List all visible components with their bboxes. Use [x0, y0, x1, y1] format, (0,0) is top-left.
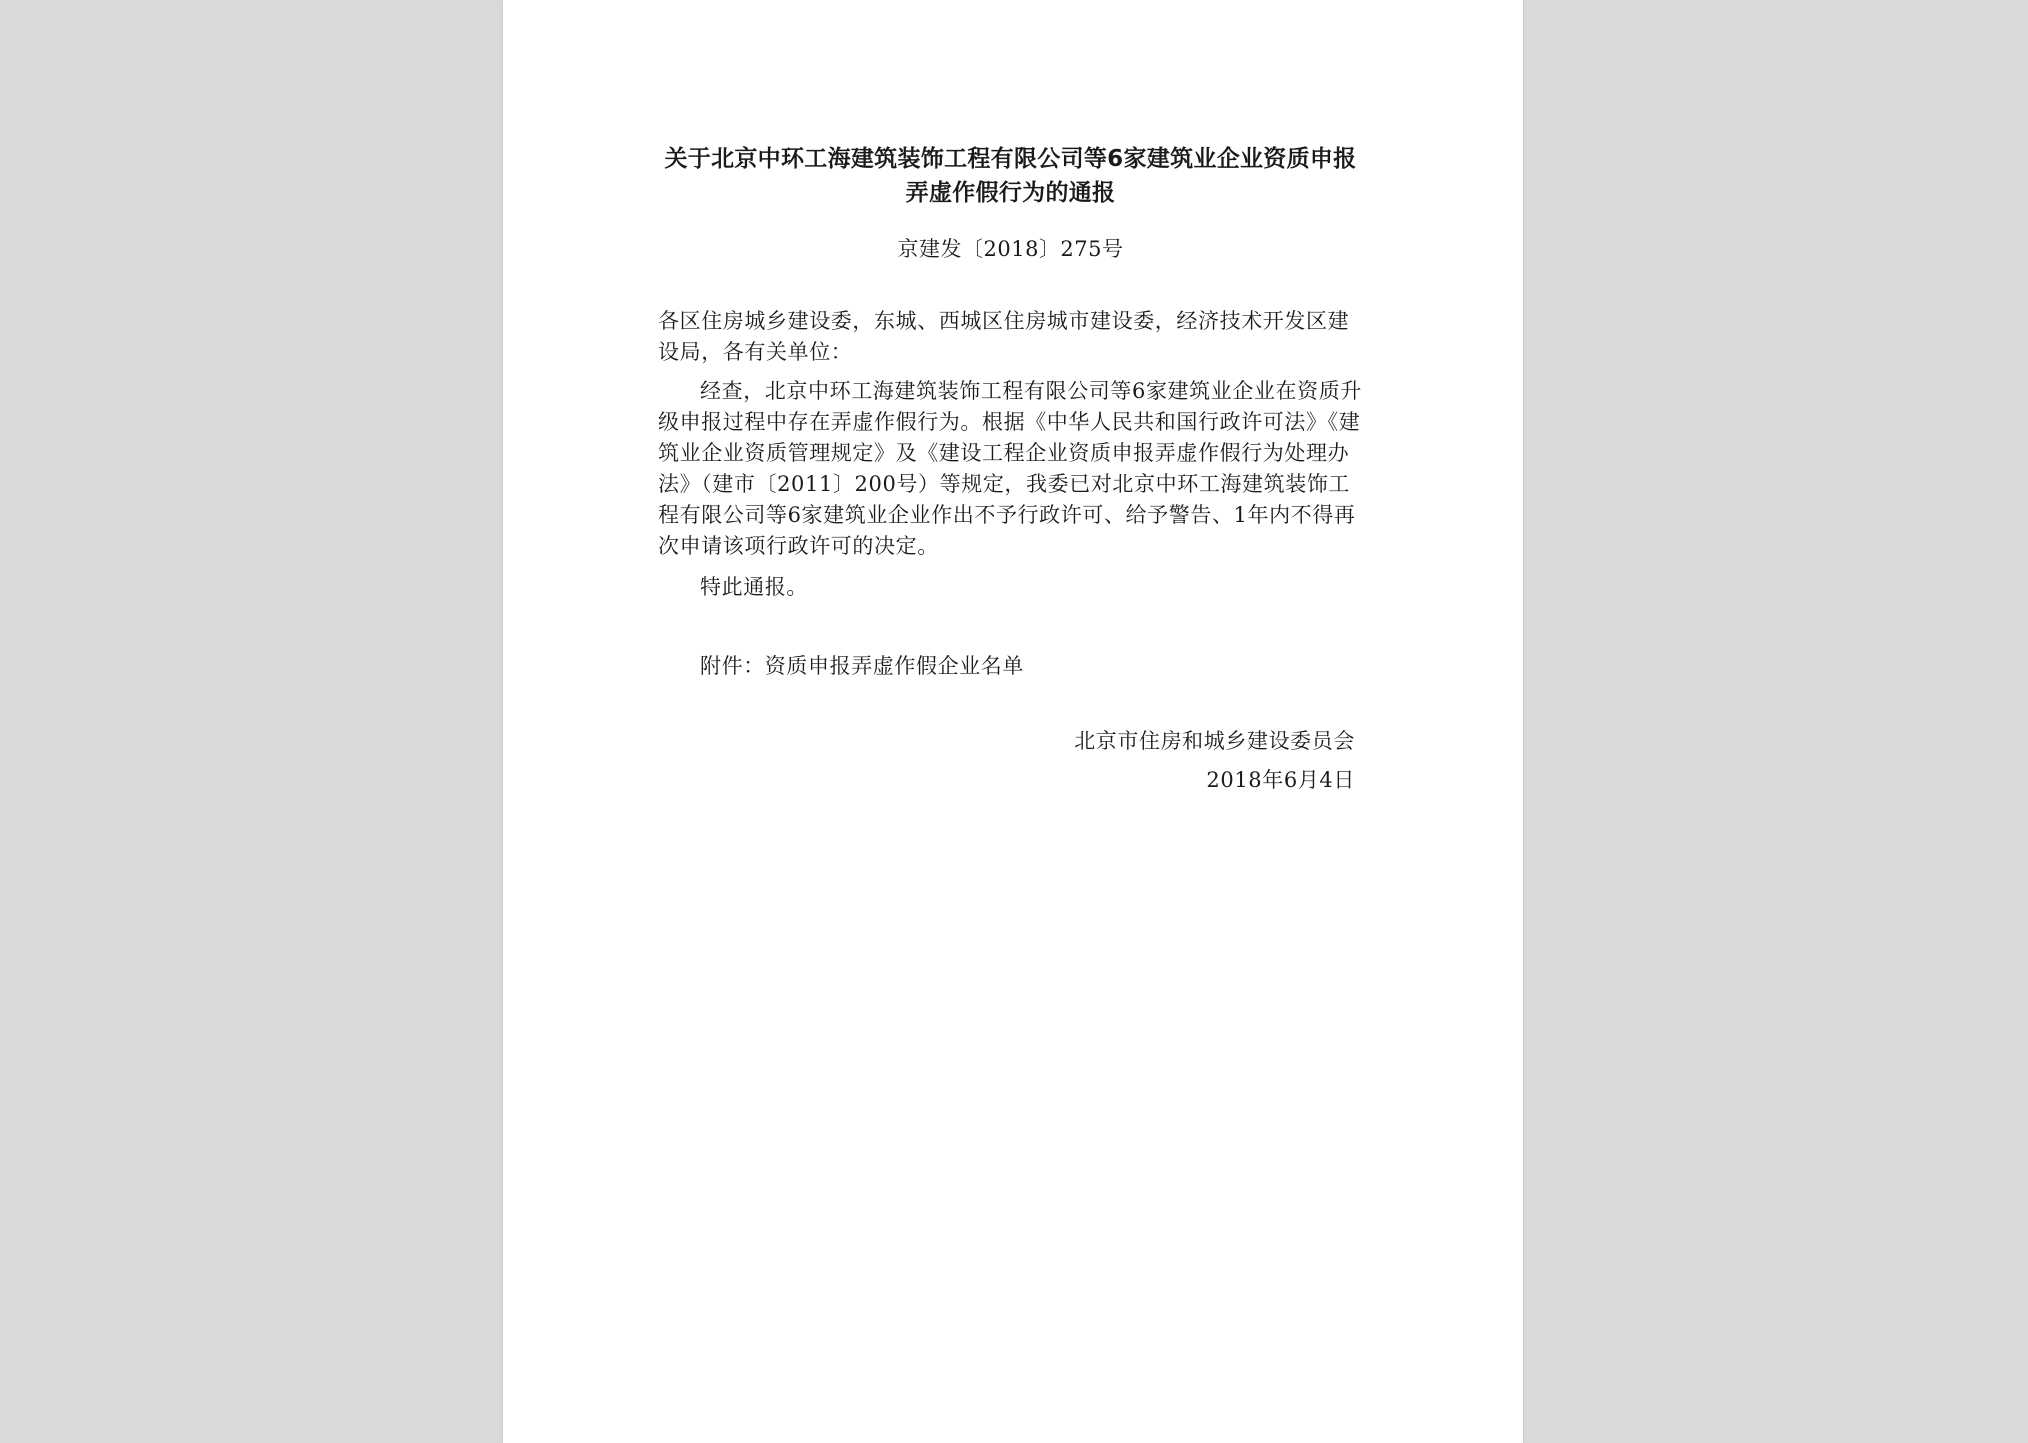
- body-paragraph: 经查，北京中环工海建筑装饰工程有限公司等6家建筑业企业在资质升级申报过程中存在弄虚作假行为。根据《中华人民共和国行政许可法》《建筑业企业资质管理规定》及《建设工程企业资质申报弄虚作假行为处理办法》（建市〔2011〕200号）等规定，我委已对北京中环工海建筑装饰工程有限公司等6家建筑业企业作出不予行政许可、给予警告、1年内不得再次申请该项行政许可的决定。: [658, 379, 1362, 558]
- document-title: 关于北京中环工海建筑装饰工程有限公司等6家建筑业企业资质申报弄虚作假行为的通报: [664, 146, 1357, 206]
- issue-date: 2018年6月4日: [1206, 768, 1355, 792]
- recipients: 各区住房城乡建设委，东城、西城区住房城市建设委，经济技术开发区建设局，各有关单位：: [658, 309, 1350, 364]
- document-number: 京建发〔2018〕275号: [897, 237, 1124, 261]
- page-content: [658, 142, 1363, 796]
- document-page: [503, 0, 1523, 1443]
- closing-text: 特此通报。: [700, 575, 808, 599]
- issuer-signature: 北京市住房和城乡建设委员会: [1074, 729, 1355, 753]
- attachment-note: 附件：资质申报弄虚作假企业名单: [700, 654, 1024, 678]
